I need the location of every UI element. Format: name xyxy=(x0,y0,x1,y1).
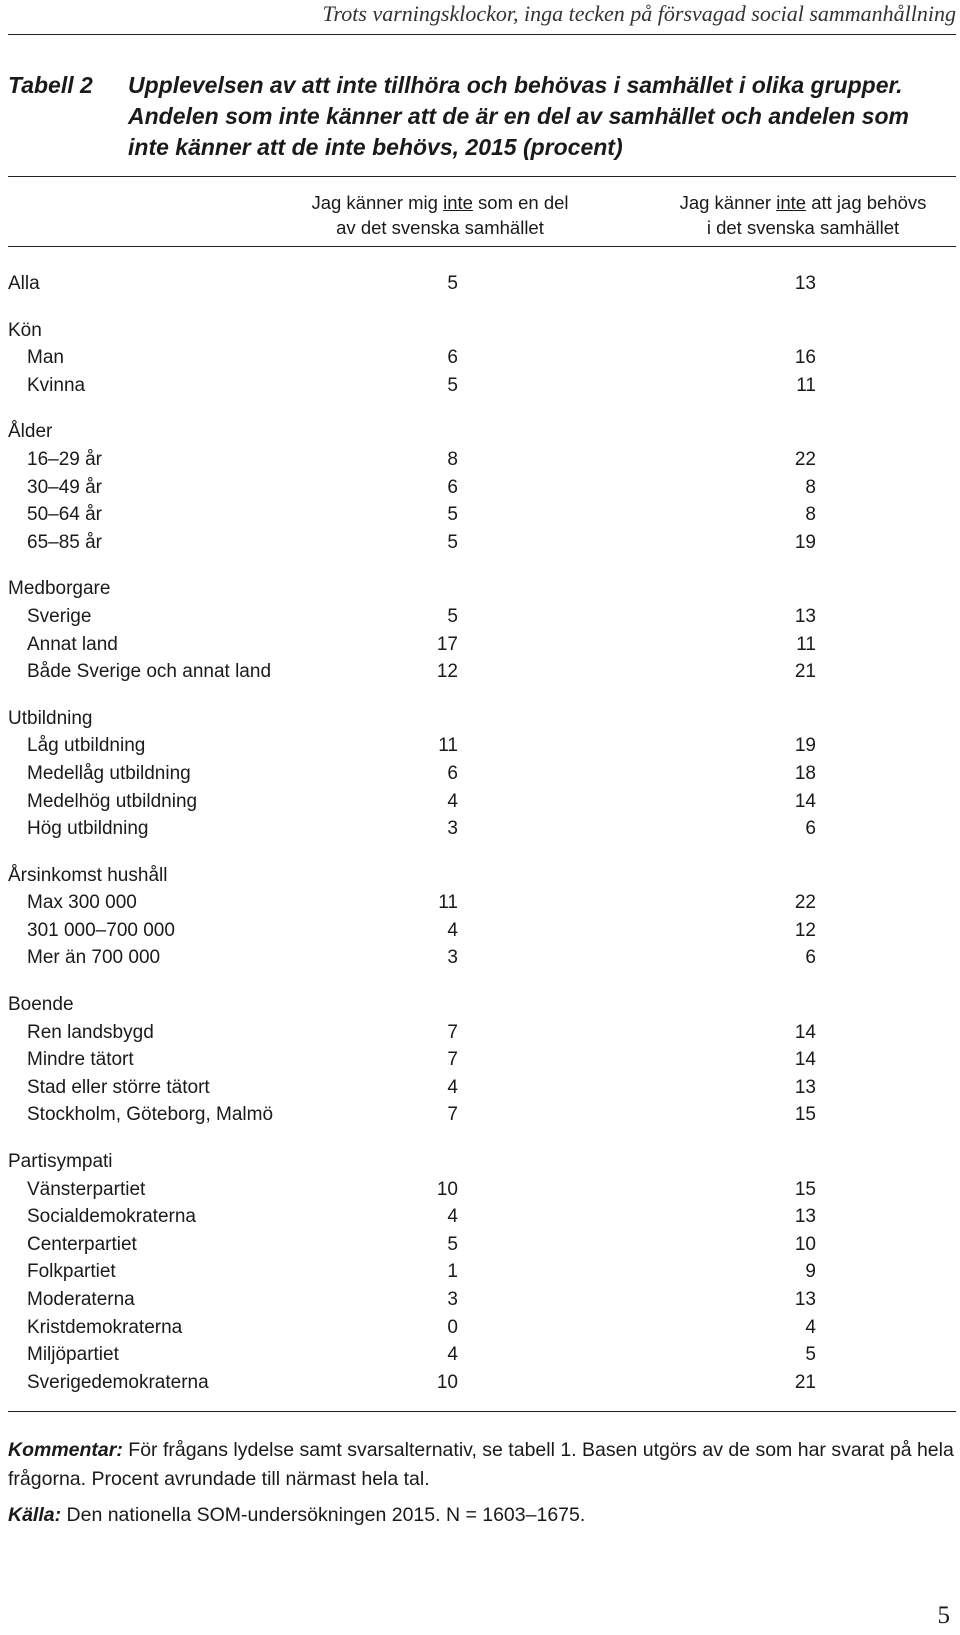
group-title-label: Partisympati xyxy=(8,1151,113,1173)
row-label: Kristdemokraterna xyxy=(27,1316,183,1338)
table-row xyxy=(8,1176,948,1204)
group-title-label: Utbildning xyxy=(8,707,93,729)
row-label: Socialdemokraterna xyxy=(27,1206,196,1228)
row-label: Stad eller större tätort xyxy=(27,1076,210,1098)
value-not-part: 4 xyxy=(447,790,458,812)
value-not-part: 0 xyxy=(447,1316,458,1338)
value-not-needed: 18 xyxy=(794,762,816,784)
table-row xyxy=(8,1019,948,1047)
group-title xyxy=(8,317,948,345)
group-spacer xyxy=(8,972,948,991)
group-spacer xyxy=(8,843,948,862)
row-label: Moderaterna xyxy=(27,1289,135,1310)
value-not-part: 5 xyxy=(447,605,458,627)
value-not-part: 7 xyxy=(447,1104,458,1126)
row-label: Låg utbildning xyxy=(27,735,146,757)
group-title-label: Medborgare xyxy=(8,578,111,600)
value-not-part: 6 xyxy=(447,476,458,498)
table-row xyxy=(8,1101,948,1129)
table-row xyxy=(8,760,948,788)
value-not-part: 5 xyxy=(447,504,458,526)
table-row xyxy=(8,1231,948,1259)
value-not-needed: 15 xyxy=(794,1178,816,1200)
table-row xyxy=(8,631,948,659)
value-not-needed: 5 xyxy=(805,1344,816,1366)
value-not-needed: 8 xyxy=(805,504,816,526)
table-row xyxy=(8,1341,948,1369)
row-label: Annat land xyxy=(27,633,118,655)
table-row xyxy=(8,474,948,502)
table-row xyxy=(8,889,948,917)
value-not-needed: 11 xyxy=(796,374,816,396)
table-row xyxy=(8,1046,948,1074)
value-not-part: 6 xyxy=(447,762,458,784)
value-not-part: 4 xyxy=(447,919,458,941)
value-not-part: 8 xyxy=(447,448,458,470)
row-label: Centerpartiet xyxy=(27,1233,137,1255)
table-row xyxy=(8,815,948,843)
row-label: 50–64 år xyxy=(27,504,103,526)
row-label: Alla xyxy=(8,273,40,294)
value-not-part: 3 xyxy=(447,1289,458,1310)
value-not-needed: 19 xyxy=(794,531,816,553)
table-row xyxy=(8,1203,948,1231)
table-body xyxy=(8,270,948,1396)
value-not-part: 4 xyxy=(447,1206,458,1228)
value-not-part: 3 xyxy=(447,947,458,969)
row-label: Hög utbildning xyxy=(27,818,149,840)
value-not-part: 17 xyxy=(436,633,458,655)
value-not-needed: 12 xyxy=(794,919,816,941)
table-row xyxy=(8,344,948,372)
value-not-part: 11 xyxy=(438,892,458,914)
table-row xyxy=(8,1369,948,1397)
value-not-part: 4 xyxy=(447,1344,458,1366)
value-not-part: 12 xyxy=(436,661,458,683)
group-spacer xyxy=(8,1129,948,1148)
table-title: Upplevelsen av att inte tillhöra och behövas i samhället i olika grupper. Andelen som inte känner att de är en del av samhället och andelen som inte känner att de inte behövs, 2015 (procent) xyxy=(128,72,909,160)
group-title-label: Årsinkomst hushåll xyxy=(8,864,168,886)
value-not-needed: 14 xyxy=(794,1049,816,1071)
value-not-needed: 14 xyxy=(794,1021,816,1043)
row-label: Vänsterpartiet xyxy=(27,1178,146,1200)
comment-note: Kommentar: För frågans lydelse samt svarsalternativ, se tabell 1. Basen utgörs av de som har svarat på hela frågorna. Procent avrundade till närmast hela tal. xyxy=(8,1439,954,1490)
table-row xyxy=(8,529,948,557)
value-not-part: 5 xyxy=(447,273,458,294)
value-not-part: 1 xyxy=(447,1261,458,1283)
value-not-needed: 13 xyxy=(794,605,816,627)
value-not-needed: 21 xyxy=(794,1371,816,1393)
value-not-needed: 11 xyxy=(796,633,816,655)
column-header-1: Jag känner mig inte som en del av det svenska samhället xyxy=(311,192,569,238)
row-label: Medelhög utbildning xyxy=(27,790,198,812)
row-label: Man xyxy=(27,347,64,369)
table-notes xyxy=(8,1436,956,1530)
table-row xyxy=(8,603,948,631)
row-label: 30–49 år xyxy=(27,476,103,498)
group-title xyxy=(8,862,948,890)
group-title xyxy=(8,991,948,1019)
group-spacer xyxy=(8,556,948,575)
running-header: Trots varningsklockor, inga tecken på försvagad social sammanhållning xyxy=(8,0,956,35)
value-not-needed: 4 xyxy=(805,1316,816,1338)
row-label: Stockholm, Göteborg, Malmö xyxy=(27,1104,274,1126)
row-label: 65–85 år xyxy=(27,531,103,553)
group-title-label: Boende xyxy=(8,994,74,1016)
row-label: 16–29 år xyxy=(27,448,103,470)
table-row xyxy=(8,1258,948,1286)
value-not-part: 6 xyxy=(447,347,458,369)
table-row xyxy=(8,788,948,816)
value-not-part: 10 xyxy=(436,1178,458,1200)
value-not-needed: 6 xyxy=(805,818,816,840)
value-not-needed: 10 xyxy=(794,1233,816,1255)
value-not-part: 11 xyxy=(438,735,458,757)
value-not-needed: 14 xyxy=(794,790,816,812)
table-top-rule xyxy=(8,176,956,177)
row-label: Sverigedemokraterna xyxy=(27,1371,209,1393)
value-not-needed: 22 xyxy=(794,448,816,470)
row-label: Sverige xyxy=(27,605,92,627)
group-spacer xyxy=(8,399,948,418)
row-label: Mer än 700 000 xyxy=(27,947,161,969)
group-title xyxy=(8,1148,948,1176)
group-title-label: Ålder xyxy=(8,421,53,443)
group-title xyxy=(8,705,948,733)
value-not-needed: 13 xyxy=(794,1206,816,1228)
value-not-needed: 22 xyxy=(794,892,816,914)
table-row xyxy=(8,917,948,945)
value-not-part: 5 xyxy=(447,531,458,553)
value-not-needed: 19 xyxy=(794,735,816,757)
row-label: Kvinna xyxy=(27,374,86,396)
group-spacer xyxy=(8,686,948,705)
value-not-needed: 13 xyxy=(794,1289,816,1310)
table-row xyxy=(8,446,948,474)
value-not-part: 7 xyxy=(447,1021,458,1043)
table-row xyxy=(8,1286,948,1314)
table-row xyxy=(8,501,948,529)
source-note: Källa: Den nationella SOM-undersökningen 2015. N = 1603–1675. xyxy=(8,1504,586,1526)
value-not-needed: 16 xyxy=(794,347,816,369)
row-label: Max 300 000 xyxy=(27,892,137,914)
value-not-part: 4 xyxy=(447,1076,458,1098)
group-title xyxy=(8,575,948,603)
group-spacer xyxy=(8,298,948,317)
table-label: Tabell 2 xyxy=(8,72,93,98)
table-row xyxy=(8,732,948,760)
value-not-needed: 21 xyxy=(794,661,816,683)
row-label: Medellåg utbildning xyxy=(27,762,191,784)
row-label: Ren landsbygd xyxy=(27,1021,154,1043)
value-not-part: 3 xyxy=(447,818,458,840)
value-not-needed: 6 xyxy=(805,947,816,969)
value-not-needed: 15 xyxy=(794,1104,816,1126)
value-not-needed: 13 xyxy=(794,1076,816,1098)
page-number: 5 xyxy=(937,1602,950,1629)
table-bottom-rule xyxy=(8,1411,956,1412)
row-label: Mindre tätort xyxy=(27,1049,134,1071)
row-label: Miljöpartiet xyxy=(27,1344,119,1366)
table-row xyxy=(8,372,948,400)
row-label: Folkpartiet xyxy=(27,1261,116,1283)
group-title-label: Kön xyxy=(8,319,42,341)
row-label: Både Sverige och annat land xyxy=(27,661,272,683)
column-header-2: Jag känner inte att jag behövs i det svenska samhället xyxy=(679,192,927,238)
table-row xyxy=(8,658,948,686)
value-not-part: 5 xyxy=(447,374,458,396)
table-row xyxy=(8,270,948,298)
table-row xyxy=(8,944,948,972)
value-not-part: 5 xyxy=(447,1233,458,1255)
value-not-needed: 9 xyxy=(805,1261,816,1283)
value-not-part: 7 xyxy=(447,1049,458,1071)
row-label: 301 000–700 000 xyxy=(27,919,175,941)
table-row xyxy=(8,1074,948,1102)
table-row xyxy=(8,1314,948,1342)
value-not-needed: 8 xyxy=(805,476,816,498)
header-bottom-rule xyxy=(8,246,956,247)
group-title xyxy=(8,418,948,446)
value-not-needed: 13 xyxy=(794,273,816,294)
value-not-part: 10 xyxy=(436,1371,458,1393)
